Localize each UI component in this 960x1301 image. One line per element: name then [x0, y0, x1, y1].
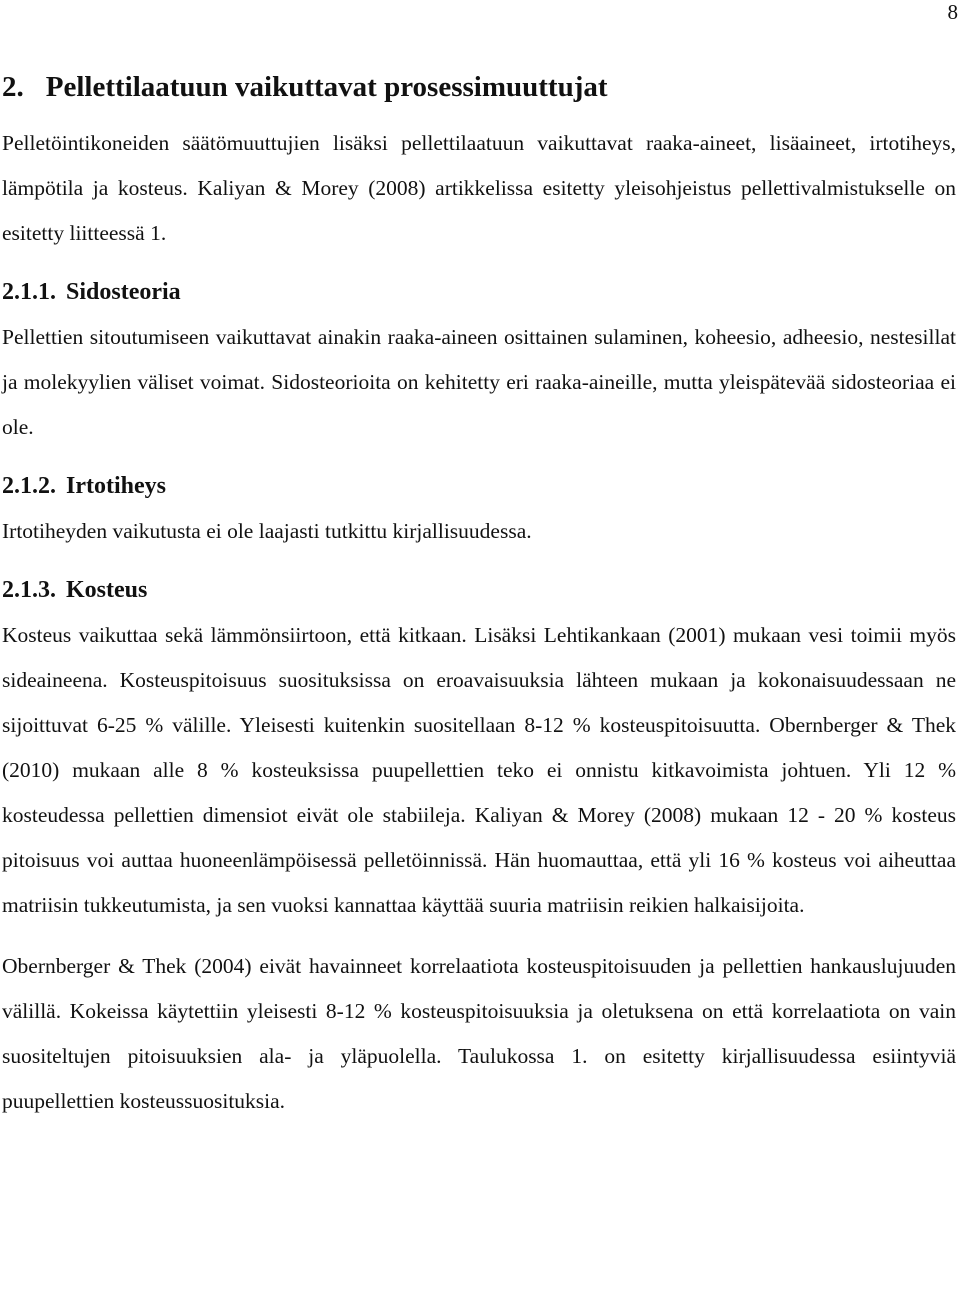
document-body	[2, 64, 956, 1124]
chapter-title: Pellettilaatuun vaikuttavat prosessimuuttujat	[45, 71, 608, 103]
section-title: Sidosteoria	[66, 279, 181, 305]
paragraph-kosteus-2: Obernberger & Thek (2004) eivät havainneet korrelaatiota kosteuspitoisuuden ja pellettien hankauslujuuden välillä. Kokeissa käytettiin yleisesti 8-12 % kosteuspitoisuuksia ja oletuksena on että korrelaatiota on vain suositeltujen pitoisuuksien ala- ja yläpuolella. Taulukossa 1. on esitetty kirjallisuudessa esiintyviä puupellettien kosteussuosituksia.	[2, 954, 956, 1113]
section-title: Irtotiheys	[66, 473, 166, 499]
chapter-heading	[2, 64, 956, 110]
intro-paragraph: Pelletöintikoneiden säätömuuttujien lisäksi pellettilaatuun vaikuttavat raaka-aineet, lisäaineet, irtotiheys, lämpötila ja kosteus. Kaliyan & Morey (2008) artikkelissa esitetty yleisohjeistus pellettivalmistukselle on esitetty liitteessä 1.	[2, 131, 956, 245]
section-heading-irtotiheys	[2, 464, 956, 509]
paragraph-kosteus-1: Kosteus vaikuttaa sekä lämmönsiirtoon, että kitkaan. Lisäksi Lehtikankaan (2001) mukaan vesi toimii myös sideaineena. Kosteuspitoisuus suosituksissa on eroavaisuuksia lähteen mukaan ja kokonaisuudessaan ne sijoittuvat 6-25 % välille. Yleisesti kuitenkin suositellaan 8-12 % kosteuspitoisuutta. Obernberger & Thek (2010) mukaan alle 8 % kosteuksissa puupellettien teko ei onnistu kitkavoimista johtuen. Yli 12 % kosteudessa pellettien dimensiot eivät ole stabiileja. Kaliyan & Morey (2008) mukaan 12 - 20 % kosteus pitoisuus voi auttaa huoneenlämpöisessä pelletöinnissä. Hän huomauttaa, että yli 16 % kosteus voi aiheuttaa matriisin tukkeutumista, ja sen vuoksi kannattaa käyttää suuria matriisin reikien halkaisijoita.	[2, 623, 956, 917]
section-number: 2.1.2.	[2, 473, 56, 499]
section-heading-kosteus	[2, 568, 956, 613]
section-title: Kosteus	[66, 577, 148, 603]
paragraph-irtotiheys: Irtotiheyden vaikutusta ei ole laajasti tutkittu kirjallisuudessa.	[2, 519, 532, 543]
chapter-number: 2.	[2, 71, 24, 103]
section-number: 2.1.1.	[2, 279, 56, 305]
page-number: 8	[947, 0, 958, 24]
section-number: 2.1.3.	[2, 577, 56, 603]
paragraph-sidosteoria: Pellettien sitoutumiseen vaikuttavat ainakin raaka-aineen osittainen sulaminen, koheesio, adheesio, nestesillat ja molekyylien väliset voimat. Sidosteorioita on kehitetty eri raaka-aineille, mutta yleispätevää sidosteoriaa ei ole.	[2, 325, 956, 439]
section-heading-sidosteoria	[2, 270, 956, 315]
